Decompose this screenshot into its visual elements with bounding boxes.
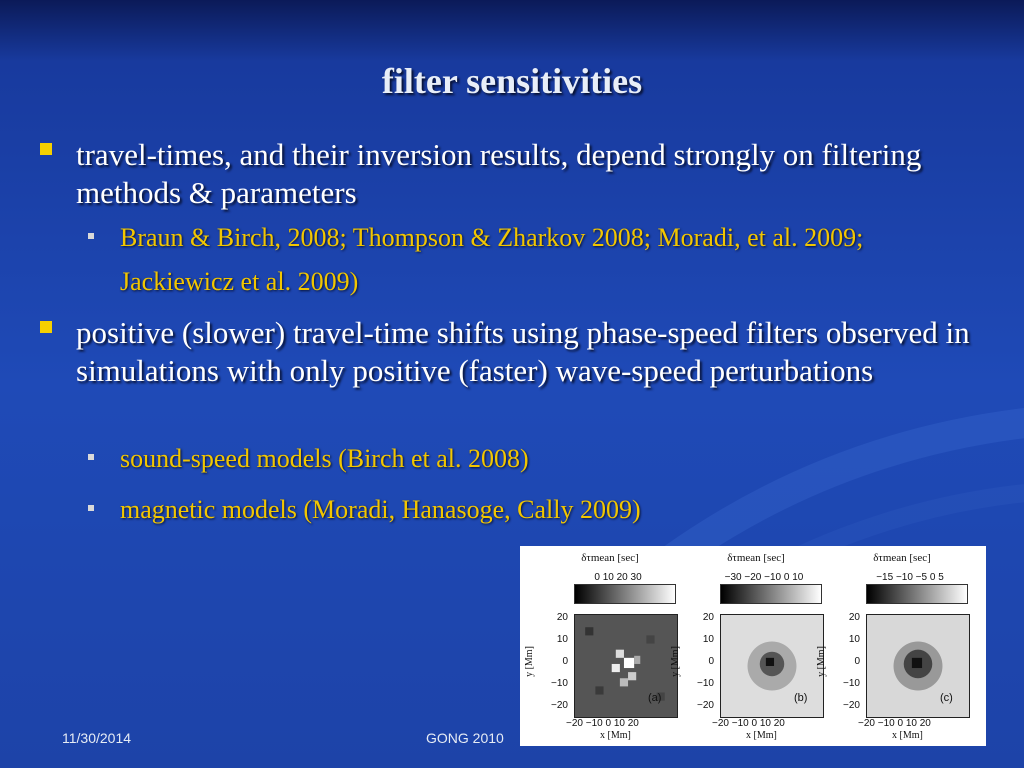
y-tick: 10 bbox=[702, 634, 714, 645]
y-tick: 20 bbox=[848, 612, 860, 623]
x-ticks: −20 −10 0 10 20 bbox=[712, 718, 785, 729]
colorbar-ticks: 0 10 20 30 bbox=[594, 572, 642, 583]
colorbar bbox=[866, 584, 968, 604]
subbullet-square-icon bbox=[88, 454, 94, 460]
colorbar-title: δτmean [sec] bbox=[873, 552, 931, 564]
footer-center: GONG 2010 bbox=[426, 730, 504, 746]
y-tick: −20 bbox=[843, 700, 860, 711]
colorbar-title: δτmean [sec] bbox=[581, 552, 639, 564]
x-axis-label: x [Mm] bbox=[892, 730, 923, 741]
y-tick: −20 bbox=[697, 700, 714, 711]
y-axis-label: y [Mm] bbox=[815, 646, 827, 677]
bullet-1-text: travel-times, and their inversion results, depend strongly on filtering methods & parameters bbox=[76, 137, 922, 210]
subbullet-1-text: Braun & Birch, 2008; Thompson & Zharkov 2008; Moradi, et al. 2009; Jackiewicz et al. 2009) bbox=[120, 223, 864, 296]
x-axis-label: x [Mm] bbox=[746, 730, 777, 741]
travel-time-map bbox=[866, 614, 970, 718]
y-tick: 0 bbox=[854, 656, 860, 667]
panel-a bbox=[520, 546, 670, 746]
x-ticks: −20 −10 0 10 20 bbox=[566, 718, 639, 729]
y-tick: 0 bbox=[708, 656, 714, 667]
subbullet-2-text: sound-speed models (Birch et al. 2008) bbox=[120, 444, 529, 473]
y-tick: −20 bbox=[551, 700, 568, 711]
y-tick: −10 bbox=[697, 678, 714, 689]
bullet-square-icon bbox=[40, 143, 52, 155]
footer-date: 11/30/2014 bbox=[62, 730, 132, 746]
x-axis-label: x [Mm] bbox=[600, 730, 631, 741]
travel-time-map bbox=[574, 614, 678, 718]
x-ticks: −20 −10 0 10 20 bbox=[858, 718, 931, 729]
colorbar bbox=[574, 584, 676, 604]
y-axis-label: y [Mm] bbox=[523, 646, 535, 677]
colorbar-ticks: −15 −10 −5 0 5 bbox=[876, 572, 944, 583]
y-tick: 10 bbox=[556, 634, 568, 645]
bullet-2-text: positive (slower) travel-time shifts using phase-speed filters observed in simulations with only positive (faster) wave-speed perturbations bbox=[76, 315, 970, 388]
subbullet-3-text: magnetic models (Moradi, Hanasoge, Cally 2009) bbox=[120, 495, 641, 524]
panel-label: (c) bbox=[940, 692, 953, 704]
y-tick: 20 bbox=[556, 612, 568, 623]
subbullet-square-icon bbox=[88, 505, 94, 511]
colorbar-title: δτmean [sec] bbox=[727, 552, 785, 564]
panel-c bbox=[812, 546, 962, 746]
travel-time-map bbox=[720, 614, 824, 718]
bullet-square-icon bbox=[40, 321, 52, 333]
y-tick: 10 bbox=[848, 634, 860, 645]
panel-label: (b) bbox=[794, 692, 808, 704]
y-tick: 0 bbox=[562, 656, 568, 667]
subbullet-square-icon bbox=[88, 233, 94, 239]
y-tick: 20 bbox=[702, 612, 714, 623]
slide-title: filter sensitivities bbox=[381, 61, 643, 101]
travel-time-maps-figure bbox=[520, 546, 986, 746]
y-tick: −10 bbox=[551, 678, 568, 689]
y-axis-label: y [Mm] bbox=[669, 646, 681, 677]
y-tick: −10 bbox=[843, 678, 860, 689]
colorbar bbox=[720, 584, 822, 604]
panel-b bbox=[666, 546, 816, 746]
colorbar-ticks: −30 −20 −10 0 10 bbox=[724, 572, 804, 583]
panel-label: (a) bbox=[648, 692, 662, 704]
